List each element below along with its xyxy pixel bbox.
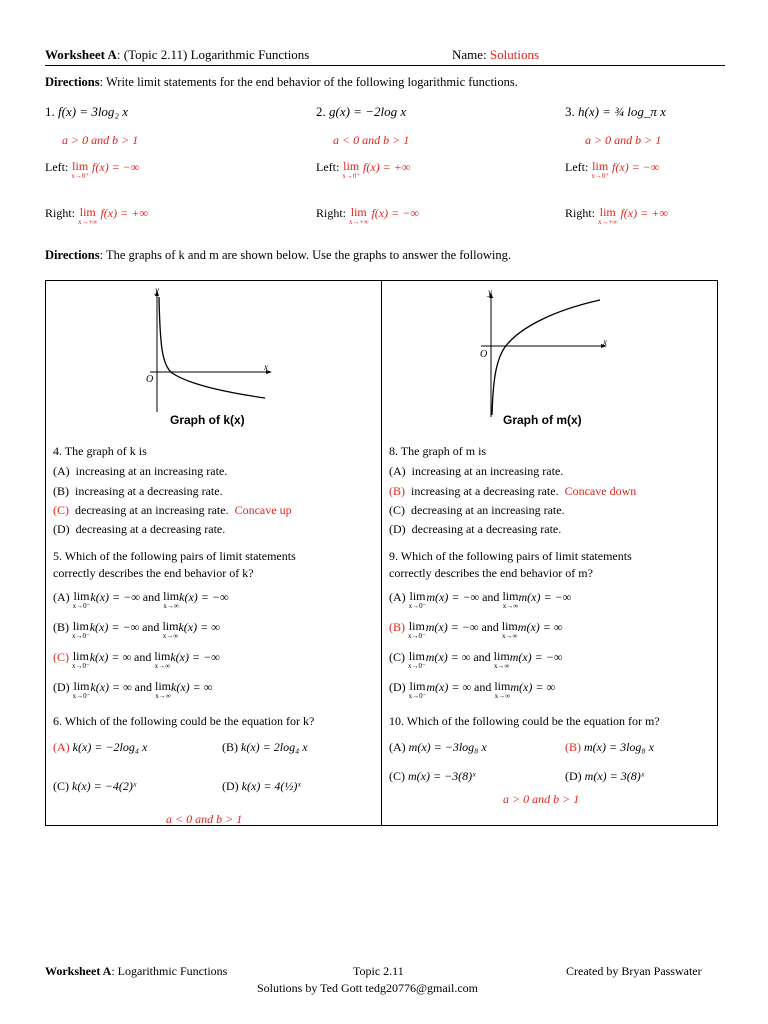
function-2-condition: a < 0 and b > 1 [333, 133, 410, 147]
option-equation: m(x) = 3log₈ x [584, 740, 654, 754]
option-label: (C) [53, 650, 69, 664]
lim-word: lim [408, 619, 425, 633]
lim-word: lim [163, 589, 180, 603]
right-label: Right: [565, 206, 596, 220]
lim-value: m(x) = −∞ [518, 590, 572, 604]
function-3-equation: h(x) = ¾ log_π x [578, 104, 666, 119]
option-label: (D) [565, 769, 582, 783]
option-equation: m(x) = −3log₈ x [408, 740, 487, 754]
lim-sub: x→0⁺ [342, 172, 361, 180]
option-equation: k(x) = 4(½)ˣ [241, 779, 301, 793]
header-rule [45, 65, 725, 66]
lim-sub: x→0⁻ [408, 662, 426, 670]
question-4: 4. The graph of k is [53, 444, 147, 458]
graph-k-title: Graph of k(x) [170, 413, 245, 427]
lim-sub: x→∞ [154, 662, 171, 670]
lim-sub: x→∞ [162, 632, 179, 640]
q8-option-a [389, 464, 563, 479]
graph-k-curve [159, 297, 265, 398]
lim-word: lim [493, 649, 510, 663]
right-value: f(x) = −∞ [371, 206, 419, 220]
lim-sub: x→0⁻ [408, 632, 426, 640]
graph-m-curve [492, 300, 600, 415]
option-text: increasing at an increasing rate. [75, 464, 228, 478]
question-10: 10. Which of the following could be the equation for m? [389, 714, 660, 728]
option-label: (B) [565, 740, 581, 754]
lim-sub: x→0⁻ [72, 632, 90, 640]
q9-option-b [389, 620, 562, 640]
option-text: decreasing at an increasing rate. [411, 503, 565, 517]
q6-answer-note: a < 0 and b > 1 [166, 812, 243, 826]
left-value: f(x) = −∞ [612, 160, 660, 174]
directions-1-text: : Write limit statements for the end behavior of the following logarithmic functions. [99, 75, 518, 89]
q10-option-a [389, 740, 487, 755]
lim-sub: x→∞ [155, 692, 171, 700]
worksheet-topic: : (Topic 2.11) Logarithmic Functions [116, 47, 310, 62]
question-5-line-1: 5. Which of the following pairs of limit statements [53, 549, 296, 563]
option-label: (C) [53, 779, 69, 793]
graph-m-x-label: x [603, 337, 607, 347]
footer-credit: Created by Bryan Passwater [566, 964, 702, 978]
lim-word: lim [162, 619, 179, 633]
lim-value: m(x) = ∞ [425, 650, 471, 664]
option-label: (A) [389, 464, 406, 478]
q10-answer-note: a > 0 and b > 1 [503, 792, 580, 806]
q4-option-b [53, 484, 223, 499]
function-1-condition: a > 0 and b > 1 [62, 133, 139, 147]
lim-value: k(x) = ∞ [171, 680, 213, 694]
worksheet-label: Worksheet A [45, 47, 117, 62]
function-3-right [565, 206, 668, 226]
lim-word: lim [501, 619, 518, 633]
function-2-right [316, 206, 419, 226]
q4-option-d [53, 522, 225, 537]
lim-word: lim [73, 589, 90, 603]
q6-option-a [53, 740, 147, 755]
lim-value: m(x) = −∞ [425, 620, 479, 634]
and-word: and [474, 680, 492, 694]
option-label: (D) [222, 779, 239, 793]
q5-option-c [53, 650, 220, 670]
option-label: (B) [53, 620, 69, 634]
lim-word: lim [409, 679, 426, 693]
footer-topic: Topic 2.11 [353, 964, 404, 978]
q10-option-d [565, 769, 644, 784]
footer-worksheet [45, 964, 227, 979]
column-divider [381, 280, 382, 826]
q8-option-c [389, 503, 565, 518]
lim-value: k(x) = −∞ [89, 620, 140, 634]
option-label: (B) [222, 740, 238, 754]
right-value: f(x) = +∞ [100, 206, 148, 220]
option-label: (C) [389, 650, 405, 664]
function-3-condition: a > 0 and b > 1 [585, 133, 662, 147]
option-text: increasing at a decreasing rate. [411, 484, 559, 498]
question-9-line-1: 9. Which of the following pairs of limit statements [389, 549, 632, 563]
lim-sub: x→∞ [494, 692, 511, 700]
lim-value: k(x) = ∞ [89, 650, 131, 664]
graph-k-y-label: y [155, 285, 159, 295]
left-label: Left: [316, 160, 340, 174]
lim-sub: x→+∞ [598, 218, 618, 226]
lim-sub: x→∞ [493, 662, 510, 670]
name-value: Solutions [489, 47, 540, 62]
lim-sub: x→∞ [502, 632, 518, 640]
lim-value: m(x) = ∞ [426, 680, 472, 694]
option-text: increasing at an increasing rate. [411, 464, 564, 478]
lim-sub: x→0⁻ [408, 602, 427, 610]
function-2-equation: g(x) = −2log x [329, 104, 407, 119]
directions-2-label: Directions [45, 248, 100, 262]
option-label: (B) [53, 484, 69, 498]
option-text: decreasing at a decreasing rate. [411, 522, 562, 536]
lim-value: m(x) = −∞ [509, 650, 563, 664]
question-5-line-2: correctly describes the end behavior of k? [53, 566, 254, 580]
lim-word: lim [599, 205, 616, 219]
lim-value: m(x) = ∞ [517, 620, 563, 634]
q9-option-d [389, 680, 555, 700]
lim-sub: x→+∞ [78, 218, 98, 226]
left-value: f(x) = −∞ [92, 160, 140, 174]
option-equation: m(x) = 3(8)ˣ [584, 769, 645, 783]
option-equation: k(x) = 2log₄ x [241, 740, 308, 754]
footer-worksheet-title: : Logarithmic Functions [111, 964, 228, 978]
option-equation: k(x) = −2log₄ x [72, 740, 148, 754]
right-value: f(x) = +∞ [620, 206, 668, 220]
lim-sub: x→0⁻ [72, 692, 91, 700]
option-label: (A) [389, 590, 406, 604]
q8-option-d [389, 522, 561, 537]
lim-word: lim [343, 159, 360, 173]
function-3-number: 3. [565, 104, 575, 119]
lim-value: k(x) = −∞ [179, 590, 229, 604]
graph-k-origin: O [146, 374, 154, 385]
option-text: decreasing at a decreasing rate. [75, 522, 226, 536]
lim-value: k(x) = −∞ [90, 590, 140, 604]
option-label: (C) [53, 503, 69, 517]
lim-word: lim [409, 589, 426, 603]
q10-option-b [565, 740, 654, 755]
lim-word: lim [494, 679, 511, 693]
graph-m-origin: O [480, 349, 488, 360]
question-6: 6. Which of the following could be the equation for k? [53, 714, 315, 728]
option-label: (D) [53, 522, 70, 536]
lim-sub: x→∞ [163, 602, 179, 610]
directions-2-text: : The graphs of k and m are shown below. Use the graphs to answer the following. [99, 248, 511, 262]
q4-option-c [53, 503, 292, 518]
directions-1 [45, 75, 518, 90]
lim-sub: x→0⁻ [72, 602, 91, 610]
lim-word: lim [155, 679, 172, 693]
q9-option-a [389, 590, 571, 610]
option-label: (A) [53, 590, 70, 604]
and-word: and [134, 680, 152, 694]
q10-option-c [389, 769, 476, 784]
lim-word: lim [72, 649, 89, 663]
q6-option-d [222, 779, 301, 794]
lim-sub: x→0⁺ [591, 172, 610, 180]
left-label: Left: [45, 160, 69, 174]
answer-note: Concave up [234, 503, 292, 517]
lim-sub: x→0⁻ [408, 692, 427, 700]
lim-word: lim [72, 619, 89, 633]
directions-2 [45, 248, 511, 263]
lim-sub: x→0⁺ [71, 172, 90, 180]
lim-value: k(x) = −∞ [170, 650, 220, 664]
option-label: (D) [389, 680, 406, 694]
lim-value: m(x) = −∞ [426, 590, 480, 604]
student-name [452, 47, 539, 63]
and-word: and [142, 620, 160, 634]
lim-value: k(x) = ∞ [90, 680, 132, 694]
lim-value: m(x) = ∞ [510, 680, 555, 694]
q9-option-c [389, 650, 562, 670]
option-text: decreasing at an increasing rate. [75, 503, 229, 517]
option-label: (C) [389, 769, 405, 783]
graph-k-x-label: x [264, 362, 268, 372]
graph-m-y-label: y [488, 287, 492, 297]
right-label: Right: [316, 206, 347, 220]
option-label: (A) [53, 464, 70, 478]
q5-option-a [53, 590, 229, 610]
question-9-line-2: correctly describes the end behavior of m? [389, 566, 593, 580]
option-label: (B) [389, 484, 405, 498]
lim-word: lim [72, 159, 89, 173]
q8-option-b [389, 484, 636, 499]
answer-note: Concave down [564, 484, 637, 498]
graph-m [475, 285, 615, 420]
lim-word: lim [592, 159, 609, 173]
q6-option-c [53, 779, 136, 794]
footer-worksheet-label: Worksheet A [45, 964, 112, 978]
function-1-left [45, 160, 139, 180]
q5-option-d [53, 680, 212, 700]
option-label: (A) [53, 740, 70, 754]
option-equation: k(x) = −4(2)ˣ [72, 779, 137, 793]
function-2-number: 2. [316, 104, 326, 119]
and-word: and [142, 590, 161, 604]
option-label: (A) [389, 740, 406, 754]
function-1-number: 1. [45, 104, 55, 119]
function-1-equation: f(x) = 3log₂ x [58, 104, 128, 119]
lim-word: lim [154, 649, 171, 663]
right-label: Right: [45, 206, 76, 220]
option-label: (B) [389, 620, 405, 634]
footer-solutions: Solutions by Ted Gott tedg20776@gmail.com [257, 981, 478, 995]
lim-sub: x→∞ [502, 602, 519, 610]
q6-option-b [222, 740, 308, 755]
left-value: f(x) = +∞ [363, 160, 411, 174]
lim-word: lim [79, 205, 96, 219]
lim-sub: x→+∞ [349, 218, 369, 226]
function-2-left [316, 160, 410, 180]
left-label: Left: [565, 160, 589, 174]
option-equation: m(x) = −3(8)ˣ [408, 769, 476, 783]
graph-m-title: Graph of m(x) [503, 413, 582, 427]
option-text: increasing at a decreasing rate. [75, 484, 223, 498]
lim-sub: x→0⁻ [72, 662, 90, 670]
option-label: (D) [389, 522, 406, 536]
lim-value: k(x) = ∞ [178, 620, 220, 634]
lim-word: lim [408, 649, 425, 663]
question-8: 8. The graph of m is [389, 444, 487, 458]
q5-option-b [53, 620, 220, 640]
option-label: (C) [389, 503, 405, 517]
lim-word: lim [350, 205, 367, 219]
and-word: and [134, 650, 152, 664]
option-label: (D) [53, 680, 70, 694]
lim-word: lim [502, 589, 519, 603]
lim-word: lim [73, 679, 90, 693]
and-word: and [481, 620, 499, 634]
worksheet-header [45, 47, 309, 63]
function-1-right [45, 206, 148, 226]
graph-k [140, 285, 275, 415]
and-word: and [482, 590, 500, 604]
and-word: and [473, 650, 491, 664]
function-3-left [565, 160, 659, 180]
name-label: Name: [452, 47, 490, 62]
directions-1-label: Directions [45, 75, 100, 89]
q4-option-a [53, 464, 227, 479]
